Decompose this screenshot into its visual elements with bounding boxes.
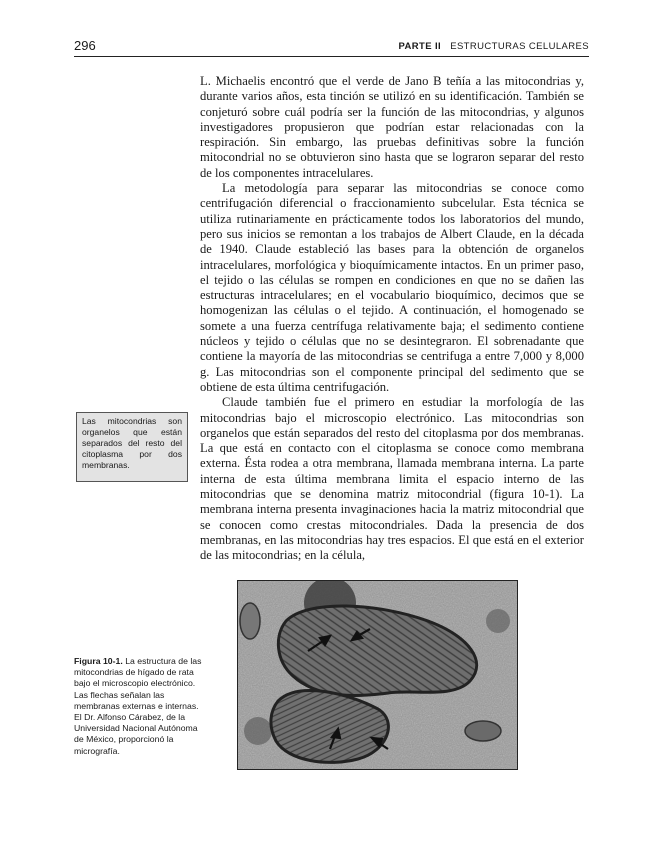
- part-title: ESTRUCTURAS CELULARES: [450, 41, 589, 52]
- running-header: [398, 41, 589, 52]
- page-number: 296: [74, 38, 96, 53]
- figure-caption: [74, 656, 206, 757]
- header-rule: [74, 56, 589, 57]
- margin-note: Las mitocondrias son organelos que están separados del resto del citoplasma por dos membranas.: [76, 412, 188, 482]
- caption-label: Figura 10-1.: [74, 656, 123, 666]
- part-label: PARTE II: [398, 41, 442, 52]
- body-text: [200, 74, 584, 564]
- caption-text: La estructura de las mitocondrias de hígado de rata bajo el microscopio electrónico. Las flechas señalan las membranas externas e internas. El Dr. Alfonso Cárabez, de la Universidad Nacional Autónoma de México, proporcionó la micrografía.: [74, 656, 202, 756]
- paragraph-2: La metodología para separar las mitocondrias se conoce como centrifugación diferencial o fraccionamiento subcelular. Esta técnica se utiliza rutinariamente en prácticamente todos los laboratorios del mundo, pero sus inicios se remontan a los trabajos de Albert Claude, en la década de 1940. Claude estableció las bases para la obtención de organelos intracelulares, morfológica y bioquímicamente intactos. En un primer paso, el tejido o las células se rompen en condiciones en que no se dañen las estructuras intracelulares; en el vocabulario bioquímico, decimos que se homogenizan las células o el tejido. A continuación, el homogenado se somete a una fuerza centrífuga relativamente baja; el sedimento contiene núcleos y tejido o células que no se desintegraron. El sobrenadante que contiene la mayoría de las mitocondrias se centrifuga a entre 7,000 y 8,000 g. Las mitocondrias son el componente principal del sedimento que se obtiene de esta última centrifugación.: [200, 181, 584, 394]
- paragraph-1: L. Michaelis encontró que el verde de Jano B teñía a las mitocondrias y, durante varios años, esta tinción se utilizó en su identificación. También se conjeturó sobre cuál podría ser la función de las mitocondrias, y algunos investigadores propusieron que podrían estar relacionadas con la respiración. Sin embargo, las pruebas definitivas sobre la función mitocondrial no se obtuvieron sino hasta que se lograron separar del resto de los componentes intracelulares.: [200, 74, 584, 180]
- micrograph-image: [238, 581, 517, 769]
- paragraph-3: Claude también fue el primero en estudiar la morfología de las mitocondrias bajo el microscopio electrónico. Las mitocondrias son organelos que están separados del resto del citoplasma por dos membranas. La que está en contacto con el citoplasma se conoce como membrana externa. Ésta rodea a otra membrana, llamada membrana interna. La parte interna de esta última membrana limita el espacio interno de las mitocondrias que se denomina matriz mitocondrial (figura 10-1). La membrana interna presenta invaginaciones hacia la matriz mitocondrial que se conocen como crestas mitocondriales. Dada la presencia de dos membranas, en las mitocondrias hay tres espacios. El que está en el exterior de las mitocondrias; en la célula,: [200, 395, 584, 563]
- electron-micrograph: [237, 580, 518, 770]
